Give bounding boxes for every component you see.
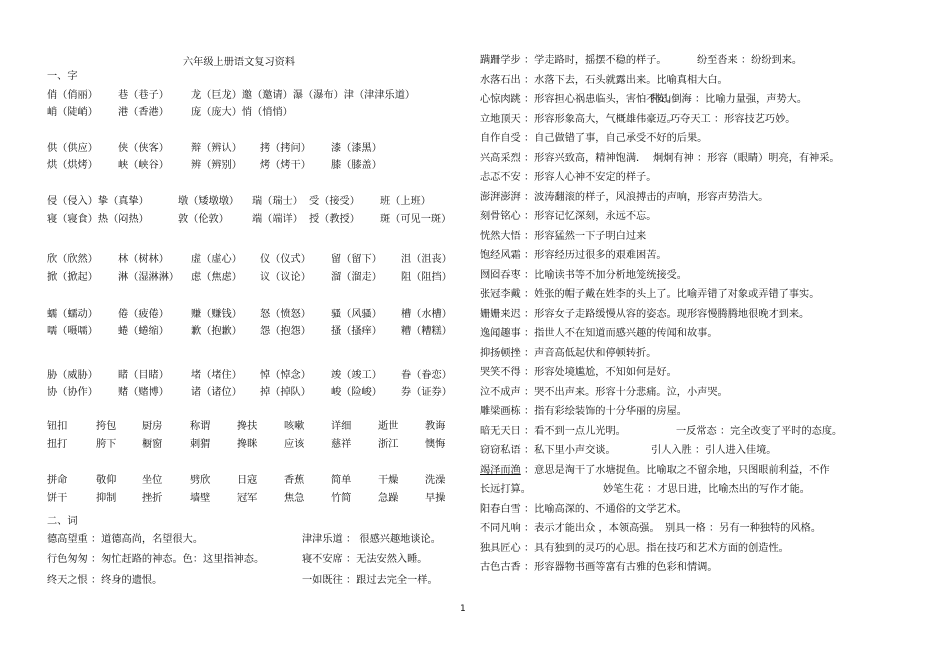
idiom-entry: 姗姗来迟 ：形容女子走路缓慢从容的姿态。现形容慢腾腾地很晚才到来。: [480, 308, 810, 320]
char-entry: 协（协作）: [47, 387, 98, 398]
page-number: 1: [460, 604, 466, 614]
char-entry: 峭（陡峭）: [47, 107, 98, 118]
char-entry: 辨（辨别）: [191, 160, 242, 171]
word-entry: 寝不安席 ：无法安然入睡。: [302, 554, 428, 565]
char-entry: 骚（风骚）: [331, 309, 382, 320]
char-entry: 虑（焦虑）: [191, 272, 242, 283]
char-entry: 班（上班）: [380, 196, 431, 207]
char-entry: 烘（烘烤）: [47, 160, 98, 171]
word-entry: 终天之恨 ：终身的遗恨。: [47, 575, 163, 586]
char-entry: 刺猬: [190, 439, 211, 450]
char-entry: 斑（可见一斑）: [380, 214, 452, 225]
char-entry: 欣（欣然）: [47, 254, 98, 265]
underlined-idiom: 竭泽而渔: [480, 464, 521, 476]
char-entry: 歉（抱歉）: [191, 326, 242, 337]
idiom-definition: ：意思是淘干了水塘捉鱼。比喻取之不留余地，只图眼前利益，不作: [520, 464, 830, 476]
page-title: 六年级上册语文复习资料: [183, 57, 296, 68]
char-entry: 漆（漆黑）: [331, 143, 382, 154]
char-entry: 淋（湿淋淋）: [118, 272, 180, 283]
idiom-entry: 心惊肉跳 ：形容担心祸患临头，害怕不安。: [480, 94, 677, 105]
idiom-entry: 排山倒海 ：比喻力量强，声势大。: [651, 94, 808, 105]
idiom-entry: 自作自受 ：自己做错了事，自己承受不好的后果。: [480, 133, 708, 144]
char-entry: 冠军: [237, 493, 258, 504]
idiom-entry: 阳春白雪 ：比喻高深的、不通俗的文学艺术。: [480, 503, 687, 515]
idiom-entry: 囫囵吞枣 ：比喻读书等不加分析地笼统接受。: [480, 269, 687, 281]
char-entry: 详细: [331, 421, 352, 432]
char-entry: 拷（拷问）: [260, 143, 311, 154]
idiom-entry: 别具一格 ：另有一种独特的风格。: [665, 523, 822, 534]
char-entry: 侠（侠客）: [118, 143, 169, 154]
idiom-entry: 刻骨铭心 ：形容记忆深刻，永远不忘。: [480, 211, 657, 222]
idiom-entry: 恍然大悟 ：形容猛然一下子明白过来: [480, 230, 647, 242]
char-entry: 扭打: [47, 439, 68, 450]
char-entry: 沮（沮丧）: [401, 254, 452, 265]
char-entry: 早操: [425, 493, 446, 504]
char-entry: 懊悔: [425, 439, 446, 450]
idiom-entry: 妙笔生花 ：才思日进，比喻杰出的写作才能。: [603, 484, 810, 495]
idiom-entry: 澎湃澎湃 ：波涛翻滚的样子，风浪搏击的声响，形容声势浩大。: [480, 191, 769, 203]
word-entry: 行色匆匆 ：匆忙赶路的神态。色：这里指神态。: [47, 554, 265, 565]
char-entry: 挎包: [96, 421, 117, 432]
idiom-entry: 水落石出 ：水落下去，石头就露出来。比喻真相大白。: [480, 74, 728, 86]
idiom-entry: 张冠李戴 ：姓张的帽子戴在姓李的头上了。比喻弄错了对象或弄错了事实。: [480, 289, 820, 300]
char-entry: 竣（竣工）: [331, 370, 382, 381]
word-entry: 德高望重 ：道德高尚，名望很大。: [47, 534, 204, 545]
idiom-entry: 炯炯有神 ：形容（眼睛）明亮，有神采。: [653, 152, 840, 164]
char-entry: 寝（寝食）热（闷热）: [47, 214, 149, 225]
char-entry: 墩（矮墩墩）: [178, 196, 240, 207]
idiom-entry: 饱经风霜 ：形容经历过很多的艰难困苦。: [480, 250, 667, 261]
char-entry: 咳嗽: [284, 421, 305, 432]
char-entry: 悼（悼念）: [260, 370, 311, 381]
char-entry: 掉（掉队）: [260, 387, 311, 398]
char-entry: 怨（抱怨）: [260, 326, 311, 337]
char-entry: 赌（赌博）: [118, 387, 169, 398]
char-entry: 敬仰: [96, 475, 117, 486]
char-entry: 辩（辨认）: [191, 143, 242, 154]
char-entry: 香蕉: [284, 475, 305, 486]
idiom-entry: 独具匠心 ：具有独到的灵巧的心思。指在技巧和艺术方面的创造性。: [480, 542, 789, 554]
char-entry: 龙（巨龙）邀（邀请）瀑（瀑布）津（津津乐道）: [191, 90, 416, 101]
idiom-entry: 窃窃私语 ：私下里小声交谈。: [480, 445, 616, 456]
char-entry: 日寇: [237, 475, 258, 486]
char-entry: 券（证券）: [401, 387, 452, 398]
word-entry: 一如既往 ：跟过去完全一样。: [302, 575, 438, 586]
char-entry: 厨房: [142, 421, 163, 432]
char-entry: 搔（搔痒）: [331, 326, 382, 337]
char-entry: 港（香港）: [118, 107, 169, 118]
char-entry: 仪（仪式）: [260, 254, 311, 265]
char-entry: 干燥: [378, 475, 399, 486]
idiom-entry: 一反常态 ：完全改变了平时的态度。: [676, 425, 843, 437]
char-entry: 睹（目睹）: [118, 370, 169, 381]
char-entry: 竹简: [331, 493, 352, 504]
char-entry: 糟（糟糕）: [401, 326, 452, 337]
char-entry: 洗澡: [425, 475, 446, 486]
char-entry: 慈祥: [331, 439, 352, 450]
char-entry: 俏（俏丽）: [47, 90, 98, 101]
idiom-entry: 古色古香 ：形容器物书画等富有古雅的色彩和情调。: [480, 562, 718, 573]
char-entry: 峡（峡谷）: [118, 160, 169, 171]
char-entry: 焦急: [284, 493, 305, 504]
char-entry: 浙江: [378, 439, 399, 450]
char-entry: 阻（阻挡）: [401, 272, 452, 283]
idiom-entry: 引人入胜 ：引人进入佳境。: [651, 445, 777, 456]
char-entry: 墙壁: [190, 493, 211, 504]
idiom-entry: [480, 464, 830, 478]
idiom-entry: 逸闻趣事 ：指世人不在知道而感兴趣的传闻和故事。: [480, 328, 718, 339]
idiom-entry: 不同凡响 ：表示才能出众 ，本领高强。: [480, 523, 660, 534]
char-entry: 教诲: [425, 421, 446, 432]
char-entry: 拼命: [47, 475, 68, 486]
char-entry: 蠕（蠕动）: [47, 309, 98, 320]
char-entry: 简单: [331, 475, 352, 486]
char-entry: 堵（堵住）: [191, 370, 242, 381]
idiom-entry: 长远打算。: [480, 484, 531, 495]
idiom-entry: 雕梁画栋 ：指有彩绘装饰的十分华丽的房屋。: [480, 406, 687, 417]
char-entry: 敦（伦敦）: [178, 214, 229, 225]
char-entry: 饼干: [47, 493, 68, 504]
char-entry: 嚅（嗫嚅）: [47, 326, 98, 337]
char-entry: 掀（掀起）: [47, 272, 98, 283]
char-entry: 端（端详）: [252, 214, 303, 225]
idiom-entry: 忐忑不安 ：形容人心神不安定的样子。: [480, 172, 657, 183]
char-entry: 逝世: [378, 421, 399, 432]
char-entry: 抑制: [96, 493, 117, 504]
char-entry: 倦（疲倦）: [118, 309, 169, 320]
idiom-entry: 兴高采烈 ：形容兴致高，精神饱满．: [480, 152, 647, 164]
idiom-entry: 蹒跚学步 ：学走路时，摇摆不稳的样子。: [480, 55, 667, 66]
char-entry: 授（教授）: [309, 214, 360, 225]
char-entry: 急躁: [378, 493, 399, 504]
char-entry: 眷（眷恋）: [401, 370, 452, 381]
section-heading-chars: 一、字: [47, 71, 78, 82]
char-entry: 挫折: [142, 493, 163, 504]
char-entry: 瑞（瑞士）: [252, 196, 303, 207]
section-heading-words: 二、词: [47, 516, 78, 527]
char-entry: 槽（水槽）: [401, 309, 452, 320]
char-entry: 钮扣: [47, 421, 68, 432]
char-entry: 虚（虚心）: [191, 254, 242, 265]
idiom-entry: 哭笑不得 ：形容处境尴尬，不知如何是好。: [480, 367, 677, 378]
idiom-entry: 纷至沓来 ：纷纷到来。: [697, 55, 803, 66]
char-entry: 留（留下）: [331, 254, 382, 265]
char-entry: 胁（威胁）: [47, 370, 98, 381]
char-entry: 赚（赚钱）: [191, 309, 242, 320]
char-entry: 胯下: [96, 439, 117, 450]
idiom-entry: 泣不成声 ：哭不出声来。形容十分悲痛。泣，小声哭。: [480, 386, 728, 398]
char-entry: 供（供应）: [47, 143, 98, 154]
char-entry: 坐位: [142, 475, 163, 486]
char-entry: 膝（膝盖）: [331, 160, 382, 171]
char-entry: 巷（巷子）: [118, 90, 169, 101]
idiom-entry: 巧夺天工 ：形容技艺巧妙。: [670, 113, 796, 125]
idiom-entry: 抑扬顿挫 ：声音高低起伏和停顿转折。: [480, 347, 657, 359]
char-entry: 庞（庞大）悄（悄悄）: [191, 107, 293, 118]
char-entry: 怒（愤怒）: [260, 309, 311, 320]
char-entry: 林（树林）: [118, 254, 169, 265]
char-entry: 蜷（蜷缩）: [118, 326, 169, 337]
char-entry: 应该: [284, 439, 305, 450]
char-entry: 诸（诸位）: [191, 387, 242, 398]
char-entry: 烤（烤干）: [260, 160, 311, 171]
word-entry: 津津乐道 ： 很感兴趣地谈论。: [302, 534, 441, 545]
char-entry: 搀扶: [237, 421, 258, 432]
char-entry: 峻（险峻）: [331, 387, 382, 398]
char-entry: 搀眯: [237, 439, 258, 450]
char-entry: 议（议论）: [260, 272, 311, 283]
char-entry: 受（接受）: [309, 196, 360, 207]
char-entry: 劈欣: [190, 475, 211, 486]
char-entry: 称谓: [190, 421, 211, 432]
char-entry: 溜（溜走）: [331, 272, 382, 283]
idiom-entry: 暗无天日 ：看不到一点儿光明。: [480, 425, 626, 437]
idiom-entry: 立地顶天 ：形容形象高大，气概雄伟豪迈。: [480, 113, 677, 125]
char-entry: 侵（侵入）挚（真挚）: [47, 196, 149, 207]
char-entry: 橱窗: [142, 439, 163, 450]
